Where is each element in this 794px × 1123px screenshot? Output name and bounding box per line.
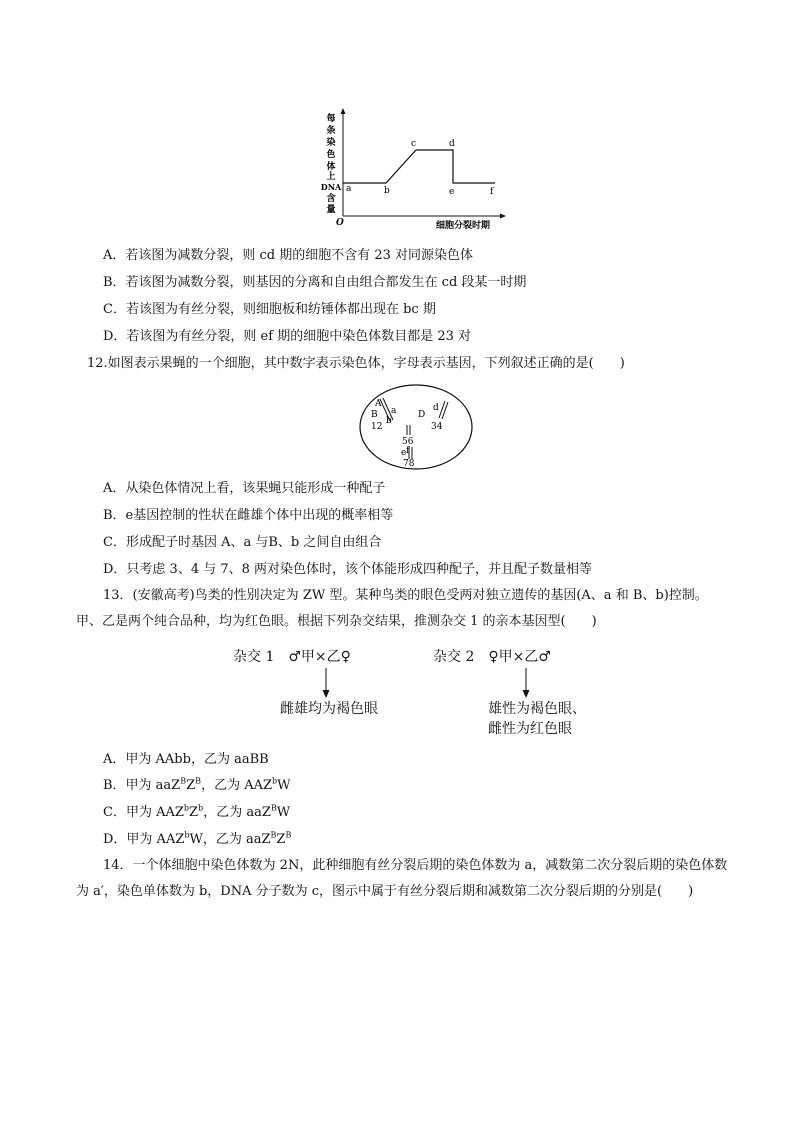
gene-e: e (401, 448, 407, 458)
option-text: ，乙为 aaZ (203, 805, 271, 820)
superscript: B (180, 776, 187, 786)
superscript: B (285, 830, 292, 840)
option-text: W (276, 805, 291, 820)
ylabel-char: 上 (326, 172, 336, 182)
cross2-result-line2: 雌性为红色眼 (488, 721, 572, 737)
q13-stem: 13．(安徽高考)鸟类的性别决定为 ZW 型。某种鸟类的眼色受两对独立遗传的基因(A、a 和 B、b)控制。甲、乙是两个纯合品种，均为红色眼。根据下列杂交结果，推测杂交 1 的亲本基因型( ) (76, 588, 708, 629)
chromosome-nums-1-2: 12 (371, 422, 383, 432)
chromosome-4 (442, 402, 448, 419)
q14-stem: 14．一个体细胞中染色体数为 2N，此种细胞有丝分裂后期的染色体数为 a，减数第二次分裂后期的染色体数为 a′，染色单体数为 b，DNA 分子数为 c，图示中属于有丝分裂后期和减数第二次分裂后期的分别是( ) (76, 858, 728, 899)
ylabel-char: 每 (326, 114, 336, 124)
superscript: b (198, 803, 204, 813)
point-label-a: a (346, 184, 352, 194)
superscript: B (270, 830, 277, 840)
q12-option-a[interactable]: A．从染色体情况上看，该果蝇只能形成一种配子 (103, 481, 386, 496)
cross1-result: 雌雄均为褐色眼 (280, 701, 378, 717)
q12-option-c[interactable]: C．形成配子时基因 A、a 与B、b 之间自由组合 (103, 535, 382, 550)
ylabel-char: 染 (326, 138, 336, 148)
q13-option-b[interactable] (103, 778, 291, 794)
option-text: W (277, 778, 291, 793)
ylabel-char: DNA (320, 182, 342, 192)
ylabel-char: 量 (326, 205, 336, 215)
q12-option-b[interactable]: B．e基因控制的性状在雌雄个体中出现的概率相等 (103, 508, 394, 523)
q11-option-d[interactable]: D．若该图为有丝分裂，则 ef 期的细胞中染色体数目都是 23 对 (103, 329, 471, 344)
q13-option-c[interactable] (103, 805, 290, 821)
dna-curve (343, 150, 495, 183)
superscript: b (272, 776, 278, 786)
cross1-label: 杂交 1 ♂甲×乙♀ (233, 649, 351, 665)
chromosome-3 (439, 401, 445, 418)
cross2-result-line1: 雄性为褐色眼、 (488, 701, 586, 717)
chromosome-nums-5-6: 56 (402, 437, 414, 447)
q11-option-b[interactable]: B．若该图为减数分裂，则基因的分离和自由组合都发生在 cd 段某一时期 (103, 275, 527, 290)
chromosome-nums-3-4: 34 (431, 422, 443, 432)
cross1-arrow (320, 668, 332, 698)
point-label-f: f (490, 187, 494, 197)
point-label-c: c (411, 139, 417, 149)
superscript: B (195, 776, 202, 786)
option-text: Z (189, 805, 199, 820)
y-axis-arrow (341, 108, 346, 114)
gene-d: d (433, 403, 439, 413)
ylabel-char: 体 (326, 162, 336, 172)
q13-option-a[interactable] (103, 752, 269, 768)
fruit-fly-cell-diagram (358, 383, 478, 471)
point-label-e: e (449, 187, 455, 197)
point-label-d: d (449, 139, 455, 149)
option-text: Z (276, 832, 286, 847)
ylabel-char: 条 (326, 126, 336, 136)
option-text: W，乙为 aaZ (189, 832, 271, 847)
q12-stem: 12.如图表示果蝇的一个细胞，其中数字表示染色体，字母表示基因，下列叙述正确的是( ) (87, 356, 625, 371)
q12-option-d[interactable]: D．只考虑 3、4 与 7、8 两对染色体时，该个体能形成四种配子，并且配子数量相等 (103, 562, 593, 577)
ylabel-char: 色 (326, 150, 336, 160)
gene-a: a (391, 406, 397, 416)
option-text: Z (186, 778, 196, 793)
ylabel-char: 含 (326, 194, 336, 204)
superscript: b (183, 803, 190, 813)
option-text: ，乙为 AAZ (201, 778, 273, 793)
x-axis-label: 细胞分裂时期 (436, 221, 491, 231)
option-text: B．甲为 aaZ (103, 778, 181, 793)
dna-content-chart (318, 108, 508, 234)
option-text: A．甲为 AAbb，乙为 aaBB (103, 752, 269, 767)
cross2-label: 杂交 2 ♀甲×乙♂ (433, 649, 551, 665)
gene-B: B (371, 410, 378, 420)
chromosome-nums-7-8: 78 (403, 459, 415, 469)
gene-b: b (386, 416, 392, 426)
q11-option-a[interactable]: A．若该图为减数分裂，则 cd 期的细胞不含有 23 对同源染色体 (103, 248, 474, 263)
superscript: B (270, 803, 277, 813)
option-text: C．甲为 AAZ (103, 805, 184, 820)
point-label-b: b (384, 186, 390, 196)
gene-f: f (406, 446, 410, 456)
gene-A: A (375, 399, 382, 409)
option-text: D．甲为 AAZ (103, 832, 185, 847)
x-axis-arrow (500, 214, 506, 219)
superscript: b (184, 830, 190, 840)
y-axis-label (321, 112, 342, 215)
q11-option-c[interactable]: C．若该图为有丝分裂，则细胞板和纺锤体都出现在 bc 期 (103, 302, 436, 317)
origin-label: O (336, 218, 344, 228)
gene-D: D (418, 410, 426, 420)
q13-option-d[interactable] (103, 832, 291, 848)
cross2-arrow (520, 668, 532, 698)
